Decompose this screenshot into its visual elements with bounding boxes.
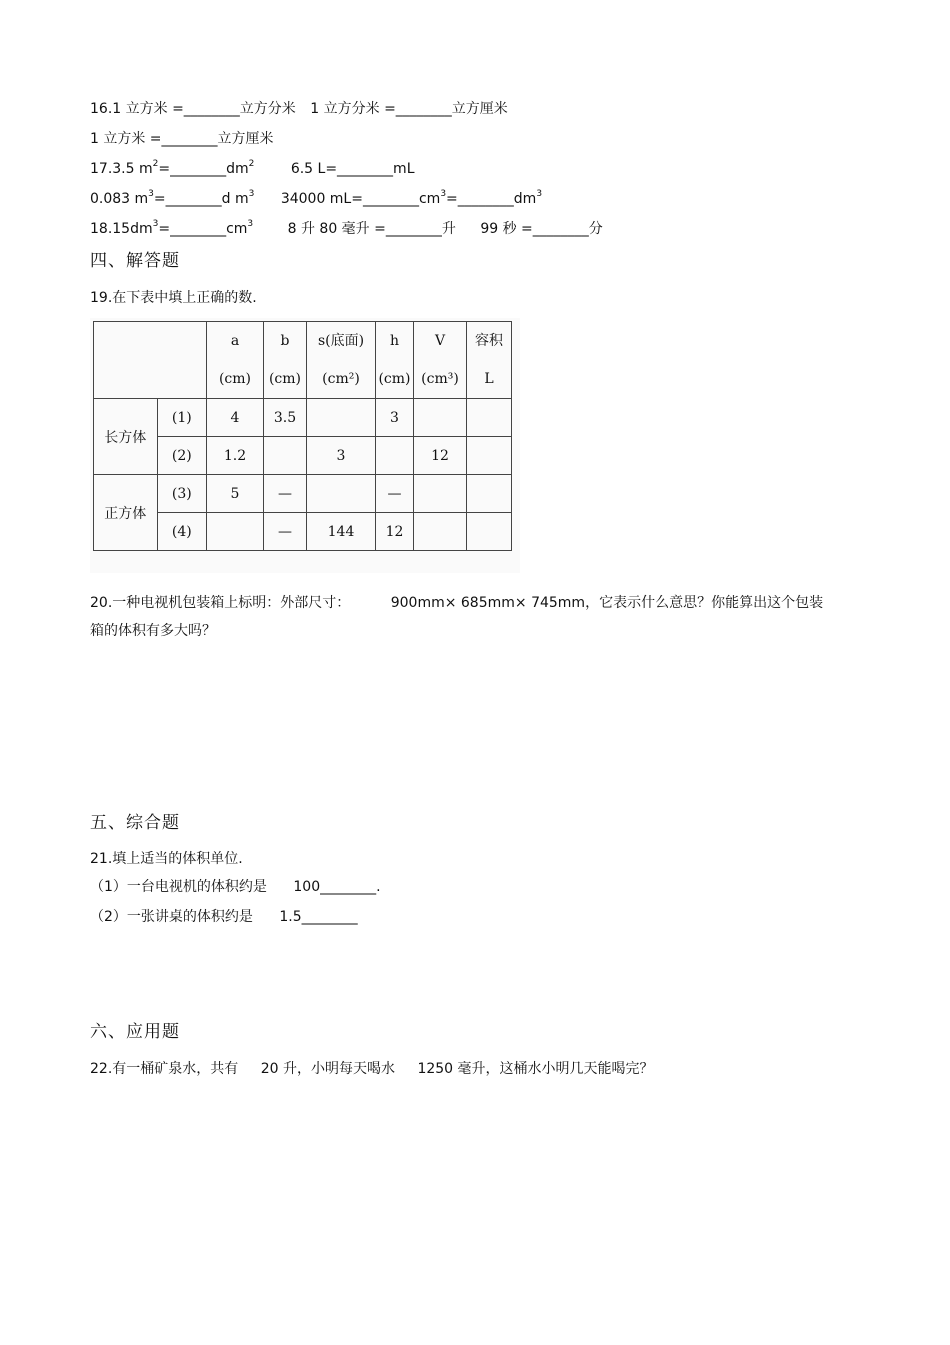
table-row [94,513,512,551]
section-heading-6: 六、应用题 [90,1022,180,1042]
cell [467,513,512,551]
cell [264,437,307,475]
cell: 3 [307,437,376,475]
cell [414,475,467,513]
header-s: s(底面) (cm²) [307,322,376,399]
cell [307,475,376,513]
cell [207,513,264,551]
cell: — [264,475,307,513]
q17-line2 [90,190,542,208]
cell: — [376,475,414,513]
q17-item-a: 17.3.5 $m^2=\_\_\_\_\_\_\_\_dm^2$ [90,159,255,177]
table-corner [94,322,207,399]
q20-text-a: 20.一种电视机包装箱上标明：外部尺寸： [90,595,351,611]
q19-table [93,321,512,551]
cell [467,475,512,513]
cell: 4 [207,399,264,437]
group-cuboid: 长方体 [94,399,158,475]
table-header-row [94,322,512,399]
q20-line1 [90,594,823,612]
header-v: V (cm³) [414,322,467,399]
q18-line [90,220,603,238]
cell: 12 [376,513,414,551]
cell [467,437,512,475]
q20-text-b: 900mm× 685mm× 745mm，它表示什么意思？你能算出这个包装 [390,595,824,611]
q20-line2: 箱的体积有多大吗？ [90,623,216,639]
q17-item-b: 6.5 L=________mL [290,161,415,177]
cell: 12 [414,437,467,475]
cell [414,399,467,437]
cell [376,437,414,475]
cell: 1.2 [207,437,264,475]
q17-line1 [90,160,415,178]
section-heading-4: 四、解答题 [90,251,180,271]
q17-item-d: 34000 $mL=\_\_\_\_\_\_\_\_cm^3=\_\_\_\_\_\_\_\_dm^3$ [280,189,543,207]
section-heading-5: 五、综合题 [90,813,180,833]
q18-item-b: 8 升 80 毫升 =________升 [287,221,456,237]
q21-text: 21.填上适当的体积单位. [90,851,243,867]
table-row [94,399,512,437]
cell: 3.5 [264,399,307,437]
cell: 5 [207,475,264,513]
q17-item-c: 0.083 $m^3=\_\_\_\_\_\_\_\_d$ $m^3$ [90,189,255,207]
header-b: b (cm) [264,322,307,399]
row-index: (3) [157,475,206,513]
cell [307,399,376,437]
q21-sub2: （2）一张讲桌的体积约是 1.5________ [90,909,358,925]
q19-text: 19.在下表中填上正确的数. [90,290,257,306]
cell [467,399,512,437]
header-h: h (cm) [376,322,414,399]
cell: — [264,513,307,551]
q21-sub1: （1）一台电视机的体积约是 100________. [90,879,381,895]
q18-item-c: 99 秒 =________分 [480,221,603,237]
row-index: (1) [157,399,206,437]
group-cube: 正方体 [94,475,158,551]
cell: 144 [307,513,376,551]
q16-item-3: 1 立方米 =________立方厘米 [90,131,274,147]
q16-item-2: 1 立方分米 =________立方厘米 [310,101,508,117]
table-row [94,475,512,513]
row-index: (4) [157,513,206,551]
cell: 3 [376,399,414,437]
row-index: (2) [157,437,206,475]
header-a: a (cm) [207,322,264,399]
table-row [94,437,512,475]
q22-text: 22.有一桶矿泉水，共有 20 升，小明每天喝水 1250 毫升，这桶水小明几天能喝完？ [90,1061,654,1077]
q16-line2 [90,130,274,148]
header-capacity: 容积 L [467,322,512,399]
q16-item-1: 16.1 立方米 =________立方分米 [90,101,296,117]
cell [414,513,467,551]
q18-item-a: $18.15dm^3=\_\_\_\_\_\_\_\_cm^3$ [90,219,254,237]
q16-line1 [90,100,508,118]
